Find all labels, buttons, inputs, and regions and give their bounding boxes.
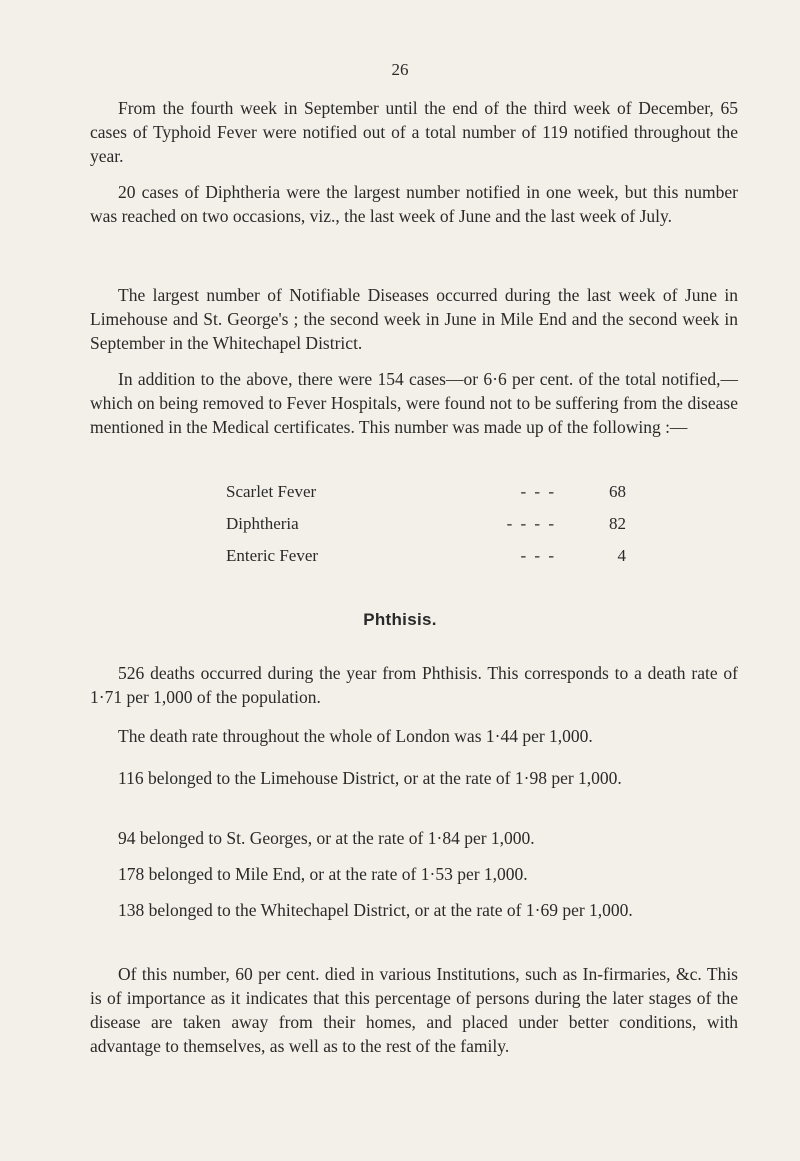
row-leader: - - - - (506, 514, 556, 533)
row-value: 68 (609, 482, 626, 501)
paragraph-institutions: Of this number, 60 per cent. died in various Institutions, such as In-firmaries, &c. This is of importance as it indicates that this percentage of persons during the later stages of the disease are taken away from their homes, and placed under better conditions, with advantage to themselves, as well as to the rest of the family. (90, 964, 738, 1056)
paragraph-notifiable-diseases: The largest number of Notifiable Diseases occurred during the last week of June in Limehouse and St. George's ; the second week in June in Mile End and the second week in September in the Whitechapel District. (90, 285, 738, 353)
table-row (226, 514, 626, 546)
row-label: Diphtheria (226, 514, 299, 533)
district-item-limehouse: 116 belonged to the Limehouse District, or at the rate of 1·98 per 1,000. (118, 768, 622, 788)
row-label: Scarlet Fever (226, 482, 317, 501)
table-row (226, 546, 626, 578)
paragraph-london-rate: The death rate throughout the whole of London was 1·44 per 1,000. (118, 726, 593, 746)
page-number: 26 (391, 60, 409, 79)
paragraph-fever-hospitals: In addition to the above, there were 154 cases—or 6·6 per cent. of the total notified,—which on being removed to Fever Hospitals, were found not to be suffering from the disease mentioned in the Medical certificates. This number was made up of the following :— (90, 369, 738, 437)
row-value: 82 (609, 514, 626, 533)
district-item-mile-end: 178 belonged to Mile End, or at the rate of 1·53 per 1,000. (118, 864, 528, 884)
row-leader: - - - (520, 546, 556, 565)
paragraph-typhoid: From the fourth week in September until the end of the third week of December, 65 cases of Typhoid Fever were notified out of a total number of 119 notified throughout the year. (90, 98, 738, 166)
paragraph-phthisis-deaths: 526 deaths occurred during the year from Phthisis. This corresponds to a death rate of 1·71 per 1,000 of the population. (90, 663, 738, 707)
cases-table (226, 482, 626, 578)
row-label: Enteric Fever (226, 546, 319, 565)
district-item-st-georges: 94 belonged to St. Georges, or at the rate of 1·84 per 1,000. (118, 828, 535, 848)
row-value: 4 (617, 546, 626, 565)
district-item-whitechapel: 138 belonged to the Whitechapel District, or at the rate of 1·69 per 1,000. (118, 900, 633, 920)
table-row (226, 482, 626, 514)
section-heading: Phthisis. (363, 610, 437, 629)
row-leader: - - - (520, 482, 556, 501)
paragraph-diphtheria: 20 cases of Diphtheria were the largest number notified in one week, but this number was reached on two occasions, viz., the last week of June and the last week of July. (90, 182, 738, 226)
